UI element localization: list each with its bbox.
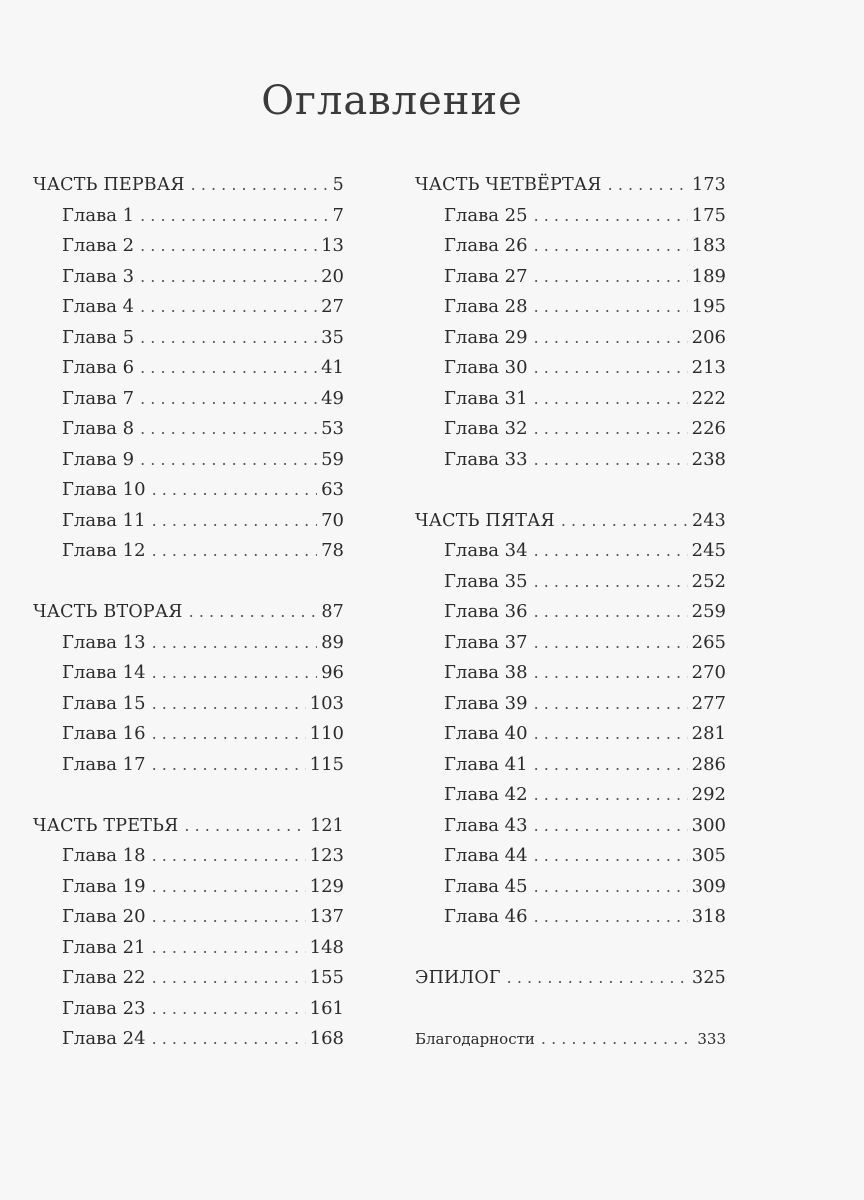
toc-leader-dots — [189, 597, 318, 628]
toc-leader-dots — [152, 872, 306, 903]
toc-leader-dots — [152, 506, 318, 537]
toc-leader-dots — [534, 658, 688, 689]
toc-entry-page-number: 325 — [691, 968, 726, 988]
toc-leader-dots — [534, 231, 688, 262]
toc-spacer — [415, 933, 726, 964]
toc-chapter-entry[interactable] — [33, 963, 344, 994]
toc-entry-label: Глава 28 — [444, 296, 528, 317]
toc-leader-dots — [534, 841, 688, 872]
toc-part-entry[interactable] — [33, 597, 344, 628]
toc-entry-label: ЭПИЛОГ — [415, 968, 501, 988]
toc-entry-page-number: 270 — [691, 662, 726, 683]
toc-leader-dots — [534, 414, 688, 445]
toc-entry-page-number: 87 — [321, 602, 344, 622]
toc-spacer — [33, 567, 344, 598]
toc-chapter-entry[interactable] — [33, 506, 344, 537]
toc-leader-dots — [561, 506, 688, 537]
toc-leader-dots — [534, 780, 688, 811]
toc-leader-dots — [152, 994, 306, 1025]
toc-chapter-entry[interactable] — [33, 536, 344, 567]
toc-entry-label: Глава 32 — [444, 418, 528, 439]
toc-leader-dots — [140, 231, 317, 262]
toc-leader-dots — [541, 1024, 693, 1055]
toc-leader-dots — [534, 536, 688, 567]
toc-entry-page-number: 213 — [691, 357, 726, 378]
toc-entry-label: Глава 35 — [444, 570, 528, 592]
toc-entry-label: ЧАСТЬ ПЯТАЯ — [415, 510, 555, 531]
toc-entry-label: Глава 27 — [444, 265, 528, 287]
toc-entry-label: Глава 14 — [62, 662, 146, 683]
toc-entry-label: Глава 12 — [62, 540, 146, 561]
toc-chapter-entry[interactable] — [33, 1024, 344, 1055]
toc-chapter-entry[interactable] — [415, 445, 726, 476]
toc-entry-page-number: 333 — [697, 1030, 726, 1048]
toc-entry-page-number: 226 — [691, 418, 726, 439]
toc-entry-page-number: 41 — [321, 357, 344, 378]
toc-entry-page-number: 292 — [691, 784, 726, 805]
toc-entry-page-number: 53 — [321, 418, 344, 439]
toc-entry-page-number: 318 — [691, 906, 726, 927]
toc-entry-label: Глава 43 — [444, 814, 528, 836]
toc-entry-label: Глава 26 — [444, 235, 528, 256]
toc-entry-label: Глава 39 — [444, 692, 528, 714]
toc-chapter-entry[interactable] — [415, 262, 726, 293]
toc-entry-label: Глава 6 — [62, 357, 135, 378]
toc-chapter-entry[interactable] — [33, 628, 344, 659]
toc-entry-label: Глава 5 — [62, 326, 135, 348]
toc-leader-dots — [534, 902, 688, 933]
toc-entry-label: Благодарности — [415, 1030, 535, 1048]
toc-leader-dots — [534, 597, 688, 628]
toc-leader-dots — [191, 170, 329, 201]
toc-entry-page-number: 35 — [321, 326, 344, 348]
toc-leader-dots — [152, 719, 306, 750]
toc-leader-dots — [152, 1024, 306, 1055]
toc-entry-label: Глава 19 — [62, 875, 146, 897]
toc-chapter-entry[interactable] — [415, 719, 726, 750]
toc-entry-label: Глава 7 — [62, 387, 135, 409]
toc-leader-dots — [152, 841, 306, 872]
toc-leader-dots — [534, 323, 688, 354]
toc-entry-page-number: 173 — [691, 175, 726, 195]
toc-entry-label: Глава 40 — [444, 723, 528, 744]
toc-entry-page-number: 121 — [309, 815, 344, 836]
toc-entry-page-number: 110 — [309, 723, 344, 744]
toc-entry-page-number: 137 — [309, 906, 344, 927]
toc-entry-page-number: 281 — [691, 723, 726, 744]
toc-entry-page-number: 59 — [321, 448, 344, 470]
toc-chapter-entry[interactable] — [33, 872, 344, 903]
toc-chapter-entry[interactable] — [415, 811, 726, 842]
toc-entry-page-number: 259 — [691, 601, 726, 622]
toc-entry-page-number: 70 — [321, 509, 344, 531]
toc-leader-dots — [507, 963, 688, 994]
toc-entry-page-number: 238 — [691, 448, 726, 470]
toc-chapter-entry[interactable] — [33, 353, 344, 384]
toc-leader-dots — [152, 933, 306, 964]
toc-entry-label: Глава 31 — [444, 387, 528, 409]
toc-leader-dots — [534, 567, 688, 598]
toc-entry-label: Глава 29 — [444, 326, 528, 348]
toc-chapter-entry[interactable] — [33, 292, 344, 323]
toc-leader-dots — [140, 414, 317, 445]
toc-leader-dots — [534, 719, 688, 750]
toc-entry-page-number: 277 — [691, 692, 726, 714]
toc-entry-label: Глава 9 — [62, 448, 135, 470]
toc-leader-dots — [152, 628, 318, 659]
toc-leader-dots — [534, 353, 688, 384]
toc-entry-label: Глава 8 — [62, 418, 135, 439]
toc-leader-dots — [534, 201, 688, 232]
toc-extra-entry[interactable] — [415, 1024, 726, 1055]
toc-leader-dots — [152, 475, 318, 506]
toc-chapter-entry[interactable] — [33, 414, 344, 445]
toc-entry-page-number: 49 — [321, 387, 344, 409]
toc-leader-dots — [140, 384, 317, 415]
toc-chapter-entry[interactable] — [33, 719, 344, 750]
toc-chapter-entry[interactable] — [33, 384, 344, 415]
toc-entry-page-number: 63 — [321, 479, 344, 500]
toc-chapter-entry[interactable] — [415, 902, 726, 933]
toc-entry-page-number: 183 — [691, 235, 726, 256]
toc-entry-label: ЧАСТЬ ТРЕТЬЯ — [33, 815, 179, 836]
toc-entry-label: Глава 24 — [62, 1028, 146, 1049]
toc-entry-page-number: 89 — [321, 631, 344, 653]
toc-chapter-entry[interactable] — [415, 658, 726, 689]
toc-chapter-entry[interactable] — [33, 841, 344, 872]
toc-leader-dots — [140, 262, 317, 293]
toc-chapter-entry[interactable] — [415, 689, 726, 720]
toc-entry-label: Глава 25 — [444, 204, 528, 226]
toc-entry-label: Глава 3 — [62, 265, 135, 287]
toc-entry-label: Глава 36 — [444, 601, 528, 622]
toc-entry-label: Глава 10 — [62, 479, 146, 500]
toc-chapter-entry[interactable] — [415, 872, 726, 903]
toc-entry-page-number: 252 — [691, 570, 726, 592]
toc-entry-page-number: 243 — [691, 510, 726, 531]
toc-entry-label: Глава 34 — [444, 540, 528, 561]
toc-entry-page-number: 222 — [691, 387, 726, 409]
toc-part-entry[interactable] — [33, 811, 344, 842]
toc-entry-page-number: 5 — [332, 175, 344, 195]
toc-entry-page-number: 309 — [691, 875, 726, 897]
toc-leader-dots — [534, 750, 688, 781]
toc-entry-label: Глава 11 — [62, 509, 146, 531]
toc-leader-dots — [534, 811, 688, 842]
toc-entry-page-number: 155 — [309, 967, 344, 988]
toc-entry-page-number: 286 — [691, 753, 726, 775]
toc-chapter-entry[interactable] — [415, 750, 726, 781]
toc-entry-page-number: 13 — [321, 235, 344, 256]
toc-entry-label: Глава 38 — [444, 662, 528, 683]
toc-chapter-entry[interactable] — [33, 658, 344, 689]
toc-entry-label: Глава 46 — [444, 906, 528, 927]
toc-column-right — [415, 170, 726, 1055]
toc-entry-label: ЧАСТЬ ЧЕТВЁРТАЯ — [415, 175, 602, 195]
toc-part-entry[interactable] — [415, 963, 726, 994]
toc-entry-label: Глава 30 — [444, 357, 528, 378]
toc-entry-label: ЧАСТЬ ПЕРВАЯ — [33, 175, 185, 195]
toc-entry-page-number: 20 — [321, 265, 344, 287]
toc-part-entry[interactable] — [415, 506, 726, 537]
toc-entry-page-number: 300 — [691, 814, 726, 836]
toc-leader-dots — [152, 902, 306, 933]
toc-chapter-entry[interactable] — [33, 262, 344, 293]
toc-leader-dots — [152, 963, 306, 994]
toc-entry-page-number: 265 — [691, 631, 726, 653]
toc-entry-label: Глава 44 — [444, 845, 528, 866]
toc-chapter-entry[interactable] — [415, 780, 726, 811]
toc-entry-page-number: 175 — [691, 204, 726, 226]
toc-chapter-entry[interactable] — [33, 750, 344, 781]
toc-chapter-entry[interactable] — [33, 475, 344, 506]
toc-entry-label: Глава 21 — [62, 936, 146, 958]
toc-entry-page-number: 103 — [309, 692, 344, 714]
toc-entry-page-number: 245 — [691, 540, 726, 561]
toc-spacer — [33, 780, 344, 811]
toc-chapter-entry[interactable] — [415, 353, 726, 384]
toc-leader-dots — [534, 872, 688, 903]
toc-leader-dots — [140, 445, 317, 476]
toc-chapter-entry[interactable] — [415, 414, 726, 445]
toc-part-entry[interactable] — [415, 170, 726, 201]
toc-entry-page-number: 161 — [309, 997, 344, 1019]
toc-entry-label: Глава 41 — [444, 753, 528, 775]
toc-chapter-entry[interactable] — [33, 201, 344, 232]
toc-leader-dots — [534, 628, 688, 659]
toc-leader-dots — [608, 170, 688, 201]
toc-entry-page-number: 206 — [691, 326, 726, 348]
toc-entry-page-number: 78 — [321, 540, 344, 561]
toc-entry-page-number: 195 — [691, 296, 726, 317]
toc-chapter-entry[interactable] — [415, 384, 726, 415]
toc-spacer — [415, 994, 726, 1025]
toc-chapter-entry[interactable] — [33, 994, 344, 1025]
toc-chapter-entry[interactable] — [415, 323, 726, 354]
toc-entry-page-number: 189 — [691, 265, 726, 287]
toc-chapter-entry[interactable] — [415, 628, 726, 659]
toc-chapter-entry[interactable] — [33, 231, 344, 262]
toc-entry-label: ЧАСТЬ ВТОРАЯ — [33, 602, 183, 622]
toc-chapter-entry[interactable] — [415, 231, 726, 262]
toc-chapter-entry[interactable] — [415, 841, 726, 872]
toc-entry-page-number: 7 — [332, 204, 344, 226]
toc-entry-label: Глава 20 — [62, 906, 146, 927]
toc-leader-dots — [534, 292, 688, 323]
toc-entry-label: Глава 42 — [444, 784, 528, 805]
toc-leader-dots — [184, 811, 306, 842]
toc-leader-dots — [152, 536, 318, 567]
toc-leader-dots — [152, 689, 306, 720]
toc-column-left — [33, 170, 344, 1055]
toc-chapter-entry[interactable] — [415, 201, 726, 232]
toc-chapter-entry[interactable] — [415, 597, 726, 628]
toc-chapter-entry[interactable] — [415, 536, 726, 567]
toc-chapter-entry[interactable] — [33, 445, 344, 476]
toc-entry-page-number: 96 — [321, 662, 344, 683]
toc-leader-dots — [140, 201, 328, 232]
toc-entry-label: Глава 1 — [62, 204, 135, 226]
toc-entry-page-number: 123 — [309, 845, 344, 866]
toc-entry-page-number: 305 — [691, 845, 726, 866]
toc-entry-page-number: 129 — [309, 875, 344, 897]
toc-entry-page-number: 168 — [309, 1028, 344, 1049]
toc-leader-dots — [140, 292, 317, 323]
toc-leader-dots — [152, 658, 318, 689]
toc-entry-label: Глава 16 — [62, 723, 146, 744]
toc-leader-dots — [534, 384, 688, 415]
toc-leader-dots — [534, 689, 688, 720]
toc-chapter-entry[interactable] — [415, 292, 726, 323]
toc-chapter-entry[interactable] — [33, 933, 344, 964]
toc-entry-label: Глава 18 — [62, 845, 146, 866]
toc-spacer — [415, 475, 726, 506]
toc-entry-label: Глава 33 — [444, 448, 528, 470]
toc-leader-dots — [140, 323, 317, 354]
toc-leader-dots — [152, 750, 306, 781]
toc-entry-page-number: 27 — [321, 296, 344, 317]
toc-leader-dots — [140, 353, 317, 384]
toc-chapter-entry[interactable] — [33, 689, 344, 720]
toc-entry-label: Глава 37 — [444, 631, 528, 653]
toc-leader-dots — [534, 262, 688, 293]
toc-entry-label: Глава 23 — [62, 997, 146, 1019]
toc-leader-dots — [534, 445, 688, 476]
toc-entry-label: Глава 45 — [444, 875, 528, 897]
toc-chapter-entry[interactable] — [33, 323, 344, 354]
toc-entry-label: Глава 2 — [62, 235, 135, 256]
toc-chapter-entry[interactable] — [33, 902, 344, 933]
toc-entry-label: Глава 22 — [62, 967, 146, 988]
toc-entry-label: Глава 17 — [62, 753, 146, 775]
toc-entry-page-number: 148 — [309, 936, 344, 958]
toc-entry-label: Глава 15 — [62, 692, 146, 714]
toc-part-entry[interactable] — [33, 170, 344, 201]
toc-entry-label: Глава 13 — [62, 631, 146, 653]
toc-chapter-entry[interactable] — [415, 567, 726, 598]
toc-entry-label: Глава 4 — [62, 296, 135, 317]
toc-entry-page-number: 115 — [309, 753, 344, 775]
page-title: Оглавление — [261, 78, 523, 124]
